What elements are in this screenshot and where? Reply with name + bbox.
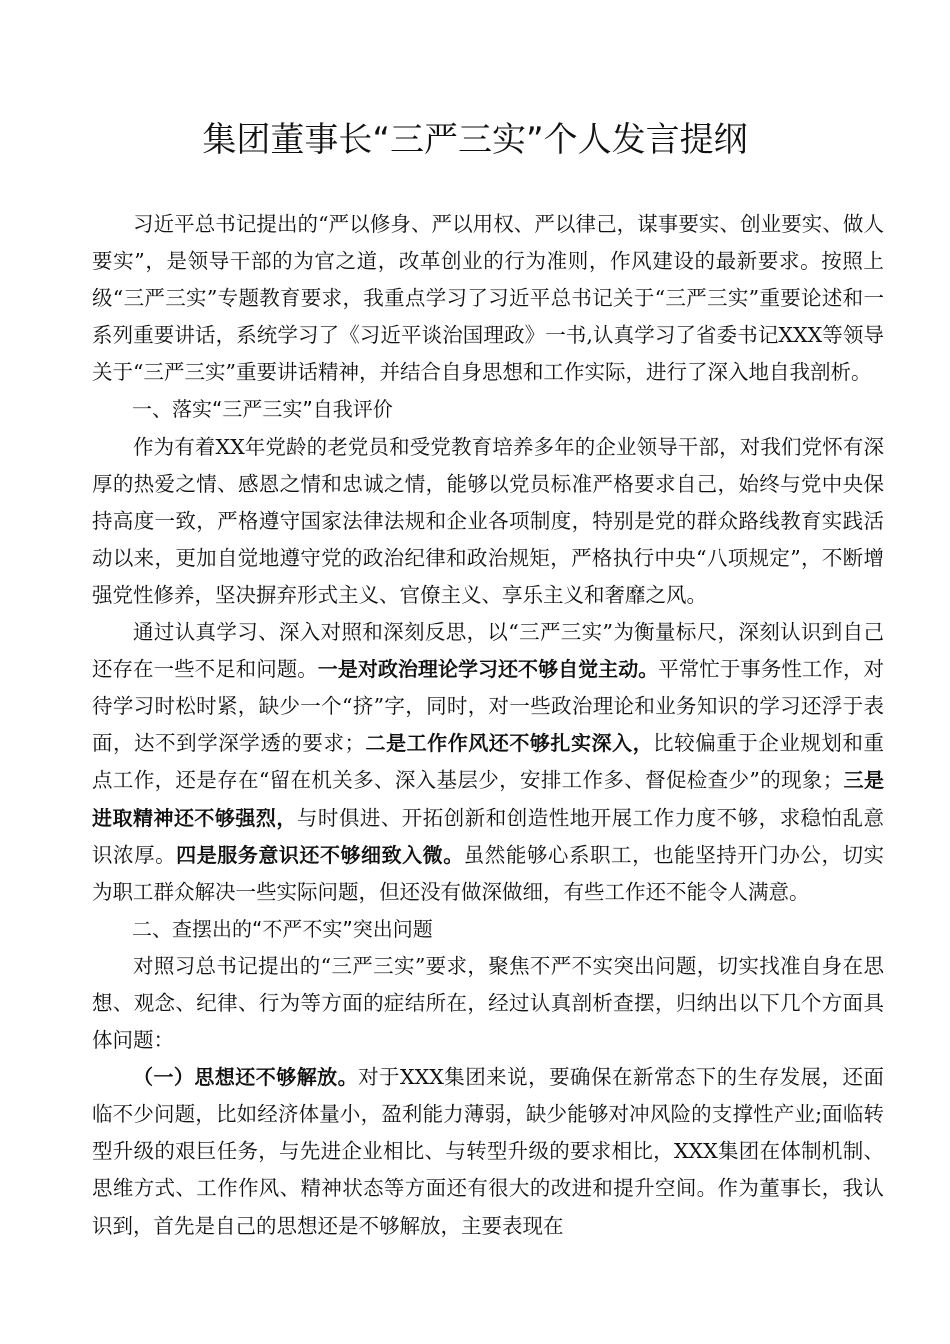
problem-4-text: 虽然能够心系职工，也能坚持开门办公，切实为职工群众解决一些实际问题，但还没有做深做细，有些工作还不能令人满意。 <box>92 842 885 904</box>
problem-3-text: 与时俱进、开拓创新和创造性地开展工作力度不够，求稳怕乱意识浓厚。 <box>92 805 885 867</box>
problem-3-title: 三是进取精神还不够强烈， <box>92 768 884 830</box>
document-title: 集团董事长“三严三实”个人发言提纲 <box>202 120 748 160</box>
issue-1-text: 对于XXX集团来说，要确保在新常态下的生存发展，还面临不少问题，比如经济体量小，盈利能力薄弱，缺少能够对冲风险的支撑性产业;面临转型升级的艰巨任务，与先进企业相比、与转型升级的要求相比，XXX集团在体制机制、思维方式、工作作风、精神状态等方面还有很大的改进和提升空间。作为董事长，我认识到，首先是自己的思想还是不够解放，主要表现在 <box>92 1065 884 1238</box>
problem-2-text: 比较偏重于企业规划和重点工作，还是存在“留在机关多、深入基层少，安排工作多、督促检查少”的现象； <box>92 731 885 793</box>
paragraph-self-evaluation: 作为有着XX年党龄的老党员和受党教育培养多年的企业领导干部，对我们党怀有深厚的热爱之情、感恩之情和忠诚之情，能够以党员标准严格要求自己，始终与党中央保持高度一致，严格遵守国家法律法规和企业各项制度，特别是党的群众路线教育实践活动以来，更加自觉地遵守党的政治纪律和政治规矩，严格执行中央“八项规定”，不断增强党性修养，坚决摒弃形式主义、官僚主义、享乐主义和奢靡之风。 <box>92 434 884 607</box>
problem-1-text: 平常忙于事务性工作，对待学习时松时紧，缺少一个“挤”字，同时，对一些政治理论和业务知识的学习还浮于表面，达不到学深学透的要求； <box>92 657 885 756</box>
paragraph-intro: 习近平总书记提出的“严以修身、严以用权、严以律己，谋事要实、创业要实、做人要实”，是领导干部的为官之道，改革创业的行为准则，作风建设的最新要求。按照上级“三严三实”专题教育要求，我重点学习了习近平总书记关于“三严三实”重要论述和一系列重要讲话，系统学习了《习近平谈治国理政》一书,认真学习了省委书记XXX等领导关于“三严三实”重要讲话精神，并结合自身思想和工作实际，进行了深入地自我剖析。 <box>92 212 884 385</box>
paragraph-issues-intro: 对照习总书记提出的“三严三实”要求，聚焦不严不实突出问题，切实找准自身在思想、观念、纪律、行为等方面的症结所在，经过认真剖析查摆，归纳出以下几个方面具体问题： <box>92 953 884 1053</box>
problem-4-title: 四是服务意识还不够细致入微。 <box>176 842 464 867</box>
problem-1-title: 一是对政治理论学习还不够自觉主动。 <box>317 657 659 682</box>
document-body <box>92 206 884 1245</box>
paragraph-problems <box>92 614 884 911</box>
paragraph-issue-1 <box>92 1059 884 1244</box>
problem-2-title: 二是工作作风还不够扎实深入， <box>365 731 654 756</box>
issue-1-title: （一）思想还不够解放。 <box>133 1065 359 1090</box>
section-heading-1: 一、落实“三严三实”自我评价 <box>132 397 393 422</box>
section-heading-2: 二、查摆出的“不严不实”突出问题 <box>132 916 433 941</box>
problems-intro-text: 通过认真学习、深入对照和深刻反思，以“三严三实”为衡量标尺，深刻认识到自己还存在一些不足和问题。 <box>92 620 884 682</box>
